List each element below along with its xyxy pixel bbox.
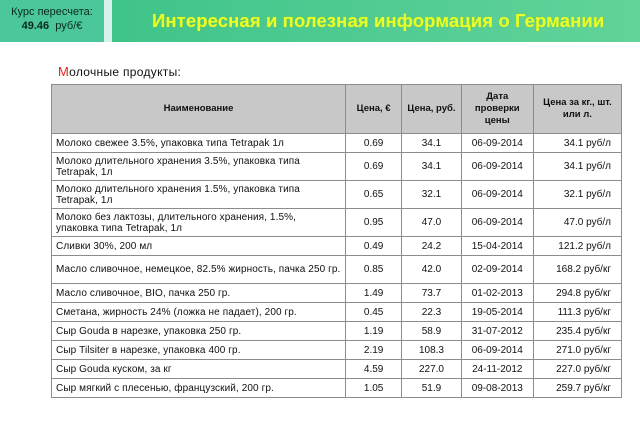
cell-name: Молоко длительного хранения 1.5%, упаковка типа Tetrapak, 1л	[52, 181, 346, 209]
header-check-date: Дата проверки цены	[461, 85, 533, 134]
cell-price-eur: 0.95	[346, 209, 402, 237]
table-row	[52, 153, 622, 181]
table-row	[52, 209, 622, 237]
exchange-rate-box	[0, 0, 104, 42]
cell-price-eur: 0.65	[346, 181, 402, 209]
table-header-row	[52, 85, 622, 134]
cell-price-rub: 108.3	[402, 341, 461, 360]
cell-date: 02-09-2014	[461, 256, 533, 284]
cell-price-eur: 0.49	[346, 237, 402, 256]
cell-price-eur: 1.19	[346, 322, 402, 341]
exchange-rate-unit: руб/€	[55, 20, 83, 32]
exchange-rate-value-line	[0, 19, 104, 34]
cell-price-per-unit: 259.7 руб/кг	[533, 379, 621, 398]
header-name: Наименование	[52, 85, 346, 134]
cell-name: Молоко длительного хранения 3.5%, упаковка типа Tetrapak, 1л	[52, 153, 346, 181]
cell-name: Сыр Gouda в нарезке, упаковка 250 гр.	[52, 322, 346, 341]
cell-date: 09-08-2013	[461, 379, 533, 398]
cell-name: Молоко свежее 3.5%, упаковка типа Tetrapak 1л	[52, 134, 346, 153]
cell-price-per-unit: 235.4 руб/кг	[533, 322, 621, 341]
cell-price-rub: 73.7	[402, 284, 461, 303]
dairy-prices-table	[51, 84, 622, 398]
cell-date: 31-07-2012	[461, 322, 533, 341]
cell-price-rub: 34.1	[402, 134, 461, 153]
cell-price-eur: 0.85	[346, 256, 402, 284]
cell-date: 15-04-2014	[461, 237, 533, 256]
cell-name: Сливки 30%, 200 мл	[52, 237, 346, 256]
cell-price-rub: 32.1	[402, 181, 461, 209]
cell-date: 06-09-2014	[461, 341, 533, 360]
cell-price-per-unit: 32.1 руб/л	[533, 181, 621, 209]
table-row	[52, 284, 622, 303]
top-bar	[0, 0, 640, 42]
cell-name: Сыр Tilsiter в нарезке, упаковка 400 гр.	[52, 341, 346, 360]
table-row	[52, 341, 622, 360]
cell-date: 06-09-2014	[461, 134, 533, 153]
exchange-rate-value: 49.46	[21, 20, 50, 32]
cell-name: Сыр Gouda куском, за кг	[52, 360, 346, 379]
cell-price-rub: 22.3	[402, 303, 461, 322]
cell-price-eur: 1.05	[346, 379, 402, 398]
cell-price-rub: 24.2	[402, 237, 461, 256]
cell-date: 24-11-2012	[461, 360, 533, 379]
table-row	[52, 134, 622, 153]
cell-price-per-unit: 34.1 руб/л	[533, 153, 621, 181]
table-row	[52, 322, 622, 341]
section-title	[58, 64, 181, 79]
cell-date: 06-09-2014	[461, 209, 533, 237]
page-title: Интересная и полезная информация о Германии	[112, 0, 640, 42]
cell-price-eur: 0.69	[346, 134, 402, 153]
cell-price-per-unit: 271.0 руб/кг	[533, 341, 621, 360]
cell-price-per-unit: 294.8 руб/кг	[533, 284, 621, 303]
cell-price-eur: 4.59	[346, 360, 402, 379]
cell-price-per-unit: 111.3 руб/кг	[533, 303, 621, 322]
cell-name: Молоко без лактозы, длительного хранения, 1.5%, упаковка типа Tetrapak, 1л	[52, 209, 346, 237]
cell-price-per-unit: 227.0 руб/кг	[533, 360, 621, 379]
cell-price-per-unit: 34.1 руб/л	[533, 134, 621, 153]
section-title-first-letter: М	[58, 64, 70, 79]
table-row	[52, 181, 622, 209]
cell-price-rub: 42.0	[402, 256, 461, 284]
cell-price-per-unit: 121.2 руб/л	[533, 237, 621, 256]
cell-name: Сыр мягкий с плесенью, французский, 200 гр.	[52, 379, 346, 398]
cell-date: 19-05-2014	[461, 303, 533, 322]
cell-price-rub: 47.0	[402, 209, 461, 237]
cell-price-eur: 2.19	[346, 341, 402, 360]
cell-name: Масло сливочное, немецкое, 82.5% жирность, пачка 250 гр.	[52, 256, 346, 284]
cell-price-eur: 0.45	[346, 303, 402, 322]
table-row	[52, 379, 622, 398]
cell-price-eur: 1.49	[346, 284, 402, 303]
cell-price-per-unit: 168.2 руб/кг	[533, 256, 621, 284]
cell-price-rub: 51.9	[402, 379, 461, 398]
cell-name: Масло сливочное, BIO, пачка 250 гр.	[52, 284, 346, 303]
cell-price-rub: 58.9	[402, 322, 461, 341]
table-row	[52, 256, 622, 284]
cell-price-rub: 34.1	[402, 153, 461, 181]
dairy-prices-table-wrap	[51, 84, 622, 398]
cell-date: 06-09-2014	[461, 181, 533, 209]
table-row	[52, 303, 622, 322]
header-price-per-unit: Цена за кг., шт. или л.	[533, 85, 621, 134]
cell-name: Сметана, жирность 24% (ложка не падает), 200 гр.	[52, 303, 346, 322]
section-title-rest: олочные продукты:	[69, 65, 182, 79]
header-price-eur: Цена, €	[346, 85, 402, 134]
cell-date: 01-02-2013	[461, 284, 533, 303]
cell-price-per-unit: 47.0 руб/л	[533, 209, 621, 237]
header-price-rub: Цена, руб.	[402, 85, 461, 134]
cell-price-rub: 227.0	[402, 360, 461, 379]
cell-price-eur: 0.69	[346, 153, 402, 181]
table-row	[52, 360, 622, 379]
cell-date: 06-09-2014	[461, 153, 533, 181]
table-row	[52, 237, 622, 256]
exchange-rate-label: Курс пересчета:	[11, 6, 93, 18]
